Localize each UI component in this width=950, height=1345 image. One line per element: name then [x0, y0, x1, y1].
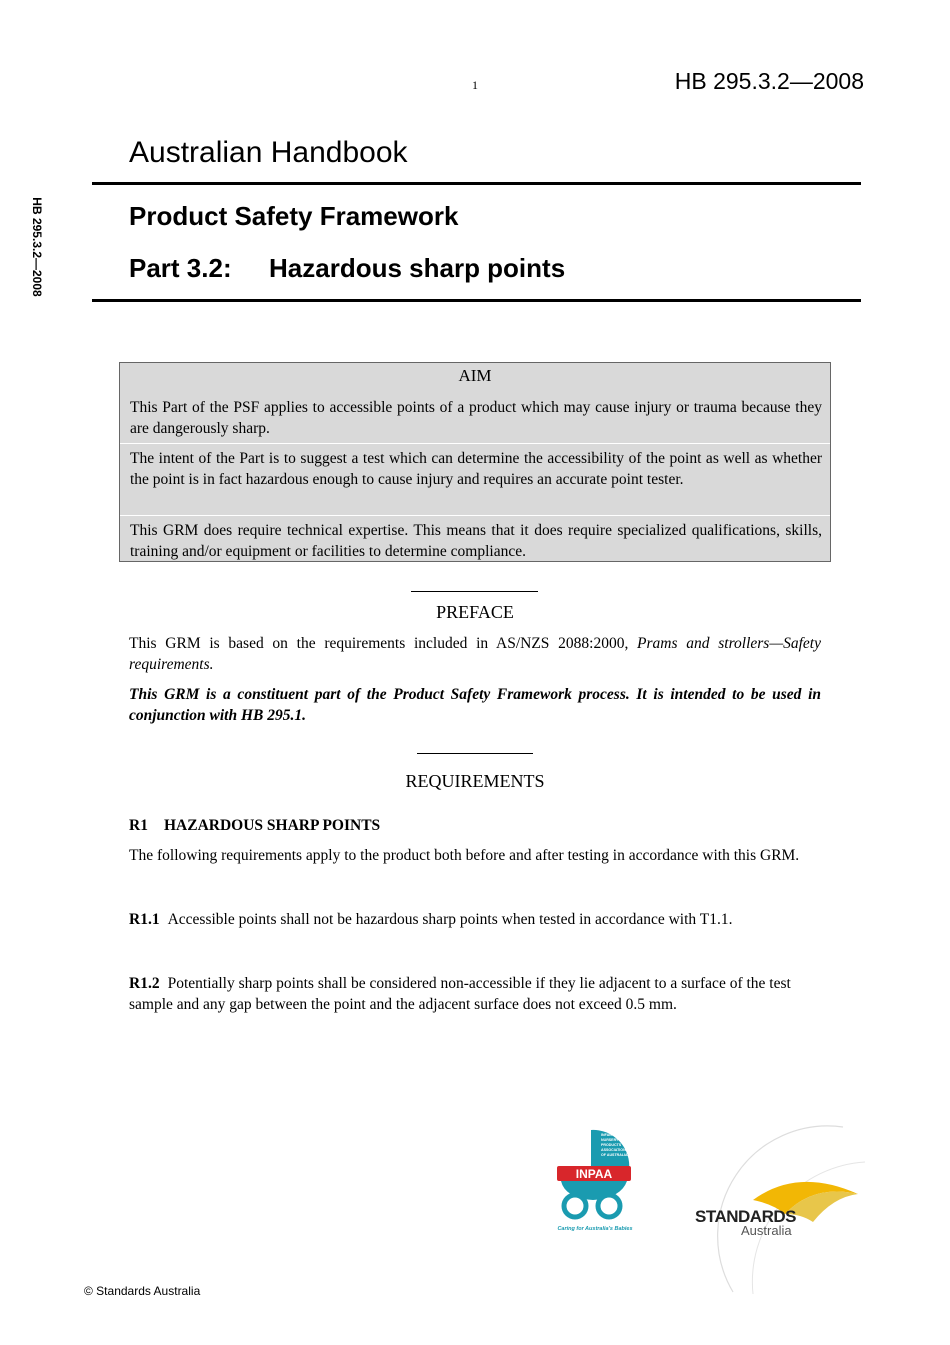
clause-text: Potentially sharp points shall be considered non-accessible if they lie adjacent to a surface of the test sample and any gap between the point and the adjacent surface does not exceed 0.5 mm.	[129, 975, 791, 1013]
handbook-series: Australian Handbook	[129, 136, 408, 169]
svg-text:INPAA: INPAA	[575, 1167, 613, 1181]
clause-number: R1	[129, 817, 148, 834]
svg-text:Caring for Australia's Babies: Caring for Australia's Babies	[557, 1226, 633, 1232]
title-rule-bottom	[92, 299, 861, 302]
clause-text: Accessible points shall not be hazardous sharp points when tested in accordance with T1.1.	[167, 911, 733, 928]
aim-paragraph: This Part of the PSF applies to accessible points of a product which may cause injury or trauma because they are dangerously sharp.	[130, 399, 822, 437]
clause-number: R1.1	[129, 911, 160, 928]
side-document-code	[22, 182, 52, 312]
inpaa-logo	[553, 1128, 638, 1236]
aim-heading: AIM	[458, 366, 492, 385]
aim-box	[119, 362, 831, 562]
preface-rule	[411, 591, 538, 592]
svg-text:PRODUCTS: PRODUCTS	[601, 1143, 622, 1147]
clause-number: R1.2	[129, 975, 160, 992]
copyright-footer: © Standards Australia	[84, 1284, 201, 1298]
aim-divider	[120, 443, 830, 444]
document-part-title	[129, 253, 565, 284]
standards-australia-logo	[693, 1122, 865, 1297]
clause-r1-1	[129, 909, 799, 930]
svg-text:STANDARDS: STANDARDS	[695, 1207, 796, 1226]
svg-text:INFANT &: INFANT &	[601, 1133, 618, 1137]
aim-paragraph: The intent of the Part is to suggest a test which can determine the accessibility of the point as well as whether the point is in fact hazardous enough to cause injury and requires an accurate point tester.	[130, 450, 822, 488]
aim-paragraph: This GRM does require technical expertise. This means that it does require specialized qualifications, skills, training and/or equipment or facilities to determine compliance.	[130, 522, 822, 560]
clause-text: The following requirements apply to the product both before and after testing in accordance with this GRM.	[129, 847, 800, 864]
document-title: Product Safety Framework	[129, 201, 459, 231]
requirements-heading: REQUIREMENTS	[405, 771, 545, 791]
part-title: Hazardous sharp points	[269, 253, 566, 283]
aim-divider	[120, 515, 830, 516]
svg-text:ASSOCIATION: ASSOCIATION	[601, 1148, 626, 1152]
preface-note: This GRM is a constituent part of the Product Safety Framework process. It is intended to be used in conjunction with HB 295.1.	[129, 686, 821, 724]
preface-heading: PREFACE	[436, 602, 514, 622]
side-code-text: HB 295.3.2—2008	[30, 197, 44, 297]
clause-title: HAZARDOUS SHARP POINTS	[164, 817, 381, 834]
preface-paragraph	[129, 633, 821, 675]
document-code: HB 295.3.2—2008	[674, 68, 864, 94]
part-label: Part 3.2:	[129, 253, 232, 283]
title-rule-top	[92, 182, 861, 185]
clause-heading	[129, 817, 380, 835]
svg-text:NURSERY: NURSERY	[601, 1138, 619, 1142]
page-number: 1	[472, 78, 478, 92]
svg-text:OF AUSTRALIA: OF AUSTRALIA	[601, 1153, 628, 1157]
preface-text: This GRM is based on the requirements included in AS/NZS 2088:2000,	[129, 635, 638, 652]
svg-text:Australia: Australia	[741, 1223, 792, 1238]
clause-r1-2	[129, 973, 799, 1015]
requirements-rule	[417, 753, 533, 754]
standard-title: Prams and strollers—Safety requirements.	[129, 635, 821, 673]
